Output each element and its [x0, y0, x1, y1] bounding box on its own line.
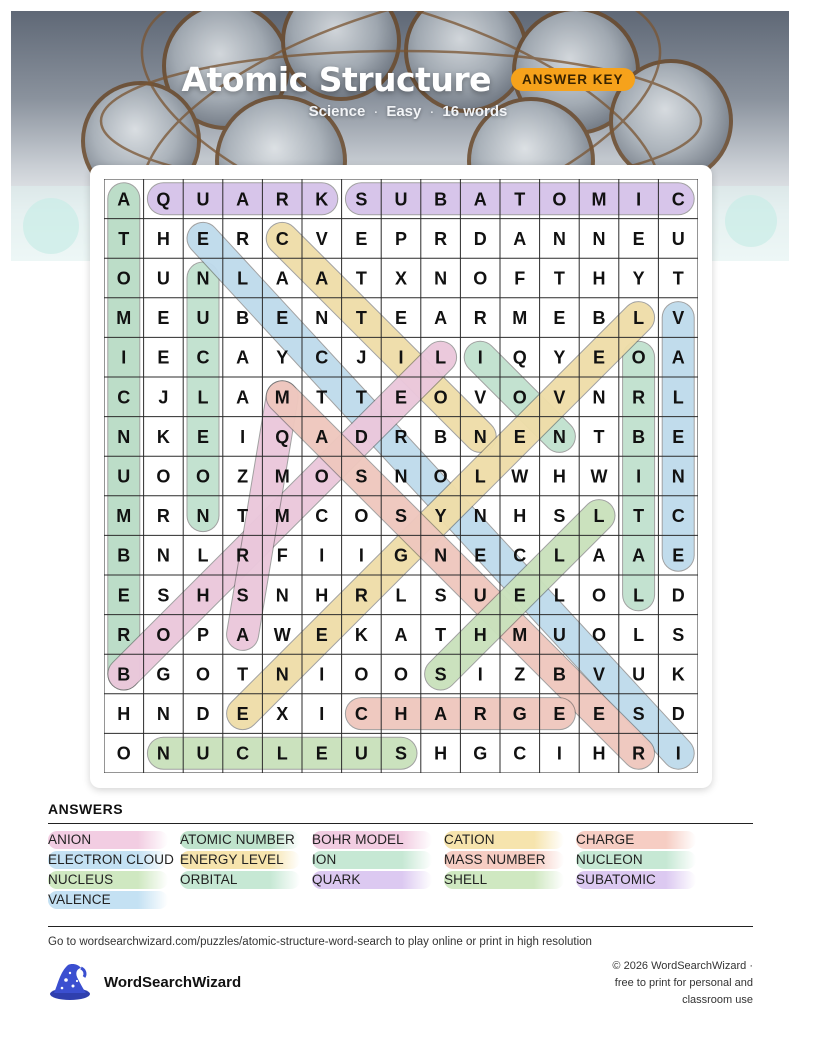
grid-letter: L: [435, 347, 447, 368]
grid-letter: E: [553, 308, 566, 329]
grid-letter: G: [156, 664, 171, 685]
answers-heading: ANSWERS: [48, 801, 124, 817]
footer-link[interactable]: Go to wordsearchwizard.com/puzzles/atomic-structure-word-search to play online or print in high resolution: [48, 936, 592, 948]
grid-letter: M: [116, 308, 132, 329]
grid-letter: S: [434, 664, 447, 685]
grid-letter: H: [473, 624, 487, 645]
grid-letter: H: [552, 466, 566, 487]
grid-letter: S: [434, 585, 447, 606]
grid-letter: R: [156, 506, 170, 527]
grid-letter: L: [672, 387, 684, 408]
grid-letter: K: [156, 426, 170, 447]
grid-letter: W: [590, 466, 608, 487]
grid-letter: L: [237, 268, 249, 289]
grid-letter: L: [593, 506, 605, 527]
grid-letter: A: [275, 268, 289, 289]
grid-letter: R: [473, 704, 487, 725]
answer-anion: ANION: [48, 831, 168, 849]
grid-letter: W: [511, 466, 529, 487]
word-search-grid: [104, 179, 698, 773]
grid-letter: E: [632, 228, 645, 249]
grid-letter: N: [592, 228, 606, 249]
grid-letter: E: [592, 704, 606, 725]
grid-letter: U: [473, 585, 487, 606]
grid-letter: A: [117, 189, 131, 210]
grid-letter: N: [671, 466, 685, 487]
grid-letter: A: [315, 268, 329, 289]
grid-letter: X: [394, 268, 408, 289]
grid-letter: A: [315, 426, 329, 447]
grid-letter: B: [592, 308, 606, 329]
grid-letter: C: [275, 228, 289, 249]
grid-letter: O: [393, 664, 409, 685]
grid-letter: Q: [156, 189, 171, 210]
grid-letter: S: [355, 466, 368, 487]
grid-letter: N: [117, 426, 131, 447]
grid-letter: E: [236, 704, 249, 725]
grid-letter: N: [473, 506, 487, 527]
grid-letter: S: [236, 585, 249, 606]
grid-letter: V: [672, 308, 685, 329]
grid-letter: Y: [276, 347, 289, 368]
grid-letter: U: [354, 743, 368, 764]
grid-letter: A: [473, 189, 487, 210]
grid-letter: R: [473, 308, 487, 329]
grid-letter: T: [355, 387, 367, 408]
grid-letter: C: [671, 506, 685, 527]
grid-letter: I: [319, 545, 325, 566]
grid-letter: U: [196, 743, 210, 764]
grid-letter: N: [156, 704, 170, 725]
grid-letter: U: [552, 624, 566, 645]
grid-letter: O: [512, 387, 527, 408]
grid-letter: A: [513, 228, 527, 249]
grid-letter: N: [275, 664, 289, 685]
grid-letter: O: [591, 624, 607, 645]
grid-letter: H: [513, 506, 527, 527]
grid-letter: T: [237, 664, 249, 685]
grid-letter: O: [433, 466, 448, 487]
answer-energy-level: ENERGY LEVEL: [180, 851, 300, 869]
grid-letter: Q: [512, 347, 527, 368]
grid-letter: O: [591, 585, 607, 606]
grid-letter: E: [513, 585, 526, 606]
grid-letter: U: [632, 664, 646, 685]
grid-letter: T: [593, 426, 605, 447]
grid-letter: R: [275, 189, 289, 210]
grid-letter: J: [356, 347, 367, 368]
grid-letter: L: [633, 585, 645, 606]
grid-letter: E: [117, 585, 130, 606]
grid-letter: H: [434, 743, 448, 764]
grid-letter: M: [591, 189, 607, 210]
grid-letter: L: [553, 585, 565, 606]
grid-letter: O: [156, 466, 171, 487]
grid-letter: N: [275, 585, 289, 606]
grid-letter: R: [632, 743, 646, 764]
grid-letter: U: [196, 308, 210, 329]
footer-divider: [48, 926, 753, 927]
grid-letter: M: [274, 506, 290, 527]
brand: [48, 962, 241, 1002]
grid-letter: O: [116, 268, 131, 289]
grid-letter: E: [394, 387, 408, 408]
wizard-hat-icon: [48, 962, 92, 1002]
answer-valence: VALENCE: [48, 891, 168, 909]
grid-letter: B: [117, 664, 131, 685]
grid-letter: X: [276, 704, 289, 725]
grid-letter: O: [314, 466, 329, 487]
brand-name: WordSearchWizard: [104, 973, 242, 991]
grid-letter: O: [433, 387, 448, 408]
answer-shell: SHELL: [444, 871, 564, 889]
answer-key-badge: ANSWER KEY: [511, 68, 635, 91]
grid-letter: T: [435, 624, 447, 645]
grid-letter: U: [394, 189, 408, 210]
grid-letter: O: [195, 664, 211, 685]
grid-letter: H: [394, 704, 408, 725]
grid-letter: W: [273, 624, 291, 645]
puzzle-meta: [0, 103, 816, 120]
grid-letter: T: [672, 268, 684, 289]
grid-letter: I: [319, 664, 325, 685]
grid-letter: M: [512, 308, 528, 329]
grid-letter: G: [512, 704, 527, 725]
grid-letter: E: [355, 228, 368, 249]
grid-letter: V: [315, 228, 328, 249]
grid-letter: O: [552, 189, 567, 210]
title-row: [0, 60, 816, 99]
grid-letter: S: [394, 506, 408, 527]
grid-letter: L: [197, 387, 209, 408]
grid-letter: R: [394, 426, 408, 447]
grid-letter: L: [197, 545, 209, 566]
grid-letter: N: [552, 228, 566, 249]
grid-letter: N: [434, 545, 448, 566]
grid-letter: S: [157, 585, 170, 606]
grid-letter: T: [553, 268, 565, 289]
grid-letter: B: [236, 308, 250, 329]
grid-letter: Q: [275, 426, 290, 447]
answer-charge: CHARGE: [576, 831, 696, 849]
grid-letter: B: [434, 426, 448, 447]
grid-letter: E: [672, 545, 685, 566]
grid-letter: C: [671, 189, 685, 210]
grid-letter: A: [236, 189, 250, 210]
grid-letter: N: [592, 387, 606, 408]
subject-label: Science: [308, 103, 366, 120]
grid-letter: L: [633, 624, 645, 645]
grid-letter: N: [434, 268, 448, 289]
grid-letter: I: [477, 664, 483, 685]
difficulty-label: Easy: [386, 103, 422, 120]
grid-letter: H: [196, 585, 210, 606]
page-title: Atomic Structure: [181, 60, 491, 99]
grid-letter: A: [434, 704, 448, 725]
grid-letter: A: [236, 347, 250, 368]
grid-letter: O: [631, 347, 646, 368]
grid-letter: N: [196, 506, 210, 527]
grid-letter: P: [394, 228, 408, 249]
grid-letter: I: [636, 466, 642, 487]
grid-letter: O: [354, 664, 369, 685]
grid-letter: T: [633, 506, 645, 527]
grid-letter: I: [636, 189, 642, 210]
grid-letter: R: [434, 228, 448, 249]
grid-letter: H: [592, 268, 606, 289]
grid-letter: F: [514, 268, 526, 289]
grid-letter: S: [355, 189, 368, 210]
grid-letter: N: [473, 426, 487, 447]
copyright-line: classroom use: [682, 994, 753, 1006]
grid-letter: I: [319, 704, 325, 725]
copyright-line: free to print for personal and: [614, 977, 753, 989]
grid-letter: I: [675, 743, 681, 764]
grid-letter: E: [196, 426, 210, 447]
grid-letter: M: [274, 466, 290, 487]
grid-letter: N: [156, 743, 170, 764]
grid-letter: I: [358, 545, 364, 566]
answer-atomic-number: ATOMIC NUMBER: [180, 831, 300, 849]
grid-letter: U: [117, 466, 131, 487]
grid-letter: H: [156, 228, 170, 249]
grid-letter: C: [196, 347, 210, 368]
grid-letter: D: [671, 585, 685, 606]
answer-subatomic: SUBATOMIC: [576, 871, 696, 889]
grid-letter: E: [315, 743, 328, 764]
grid-letter: I: [556, 743, 562, 764]
grid-letter: R: [236, 545, 250, 566]
grid-letter: D: [196, 704, 210, 725]
grid-letter: K: [671, 664, 685, 685]
grid-letter: G: [473, 743, 488, 764]
grid-letter: E: [276, 308, 289, 329]
grid-letter: D: [671, 704, 685, 725]
grid-letter: I: [240, 426, 246, 447]
grid-letter: T: [237, 506, 249, 527]
grid-letter: N: [196, 268, 210, 289]
answer-orbital: ORBITAL: [180, 871, 300, 889]
grid-letter: S: [394, 743, 408, 764]
grid-letter: K: [315, 189, 329, 210]
grid-letter: V: [474, 387, 487, 408]
grid-letter: T: [118, 228, 130, 249]
grid-letter: T: [514, 189, 526, 210]
grid-letter: G: [393, 545, 409, 566]
grid-letter: R: [117, 624, 131, 645]
grid-letter: B: [632, 426, 646, 447]
grid-letter: D: [354, 426, 368, 447]
grid-letter: L: [395, 585, 407, 606]
grid-letter: Z: [514, 664, 526, 685]
grid-letter: V: [592, 664, 606, 685]
copyright: [573, 958, 753, 1009]
grid-letter: B: [552, 664, 566, 685]
grid-letter: C: [513, 743, 527, 764]
grid-letter: A: [236, 387, 250, 408]
letter-layer: [116, 189, 684, 763]
grid-letter: L: [276, 743, 288, 764]
grid-letter: A: [434, 308, 448, 329]
grid-letter: N: [156, 545, 170, 566]
grid-letter: A: [632, 545, 646, 566]
grid-letter: I: [477, 347, 483, 368]
answer-ion: ION: [312, 851, 432, 869]
grid-letter: O: [116, 743, 131, 764]
grid-letter: A: [394, 624, 408, 645]
grid-letter: L: [553, 545, 565, 566]
grid-letter: L: [633, 308, 645, 329]
answer-nucleus: NUCLEUS: [48, 871, 168, 889]
grid-letter: Y: [434, 506, 447, 527]
grid-letter: C: [354, 704, 368, 725]
grid-letter: O: [156, 624, 171, 645]
grid-letter: M: [274, 387, 290, 408]
grid-letter: Y: [632, 268, 645, 289]
grid-letter: I: [121, 347, 127, 368]
grid-letter: S: [553, 506, 566, 527]
grid-letter: I: [398, 347, 404, 368]
grid-letter: C: [315, 506, 329, 527]
grid-letter: Z: [237, 466, 249, 487]
grid-letter: T: [355, 268, 367, 289]
grid-letter: O: [354, 506, 369, 527]
grid-letter: O: [195, 466, 211, 487]
grid-letter: R: [354, 585, 368, 606]
grid-letter: U: [156, 268, 170, 289]
grid-letter: M: [512, 624, 528, 645]
word-count-label: 16 words: [442, 103, 508, 120]
grid-letter: B: [117, 545, 131, 566]
grid-letter: E: [553, 704, 566, 725]
grid-letter: H: [592, 743, 606, 764]
grid-letter: F: [276, 545, 288, 566]
grid-letter: M: [116, 506, 132, 527]
grid-letter: S: [632, 704, 645, 725]
grid-letter: C: [315, 347, 329, 368]
answer-mass-number: MASS NUMBER: [444, 851, 564, 869]
grid-letter: E: [513, 426, 526, 447]
answers-divider: [48, 823, 753, 824]
grid-letter: P: [196, 624, 210, 645]
meta-separator: ·: [429, 103, 435, 120]
grid-letter: E: [157, 347, 170, 368]
grid-letter: H: [117, 704, 131, 725]
grid-letter: E: [592, 347, 606, 368]
answer-cation: CATION: [444, 831, 564, 849]
grid-letter: E: [157, 308, 170, 329]
grid-letter: E: [196, 228, 210, 249]
grid-letter: C: [236, 743, 250, 764]
grid-letter: U: [671, 228, 685, 249]
grid-letter: N: [552, 426, 566, 447]
grid-letter: Y: [553, 347, 566, 368]
grid-letter: T: [355, 308, 367, 329]
grid-letter: C: [117, 387, 131, 408]
grid-letter: C: [513, 545, 527, 566]
grid-letter: R: [632, 387, 646, 408]
grid-letter: S: [672, 624, 685, 645]
grid-letter: A: [236, 624, 250, 645]
answers-list: [48, 831, 768, 909]
grid-letter: J: [158, 387, 169, 408]
grid-letter: H: [315, 585, 329, 606]
copyright-line: © 2026 WordSearchWizard ·: [612, 960, 753, 972]
answer-bohr-model: BOHR MODEL: [312, 831, 432, 849]
grid-letter: U: [196, 189, 210, 210]
grid-letter: T: [316, 387, 328, 408]
grid-letter: N: [315, 308, 329, 329]
grid-letter: R: [236, 228, 250, 249]
grid-letter: E: [394, 308, 408, 329]
grid-letter: K: [354, 624, 368, 645]
grid-letter: A: [671, 347, 685, 368]
grid-letter: A: [592, 545, 606, 566]
grid-letter: E: [315, 624, 328, 645]
grid-letter: D: [473, 228, 487, 249]
grid-letter: O: [473, 268, 488, 289]
grid-letter: E: [672, 426, 685, 447]
grid-letter: B: [434, 189, 448, 210]
answer-electron-cloud: ELECTRON CLOUD: [48, 852, 174, 867]
grid-letter: E: [474, 545, 487, 566]
answer-quark: QUARK: [312, 871, 432, 889]
grid-letter: N: [394, 466, 408, 487]
meta-separator: ·: [373, 103, 379, 120]
grid-letter: V: [553, 387, 566, 408]
grid-letter: L: [474, 466, 486, 487]
answer-nucleon: NUCLEON: [576, 851, 696, 869]
